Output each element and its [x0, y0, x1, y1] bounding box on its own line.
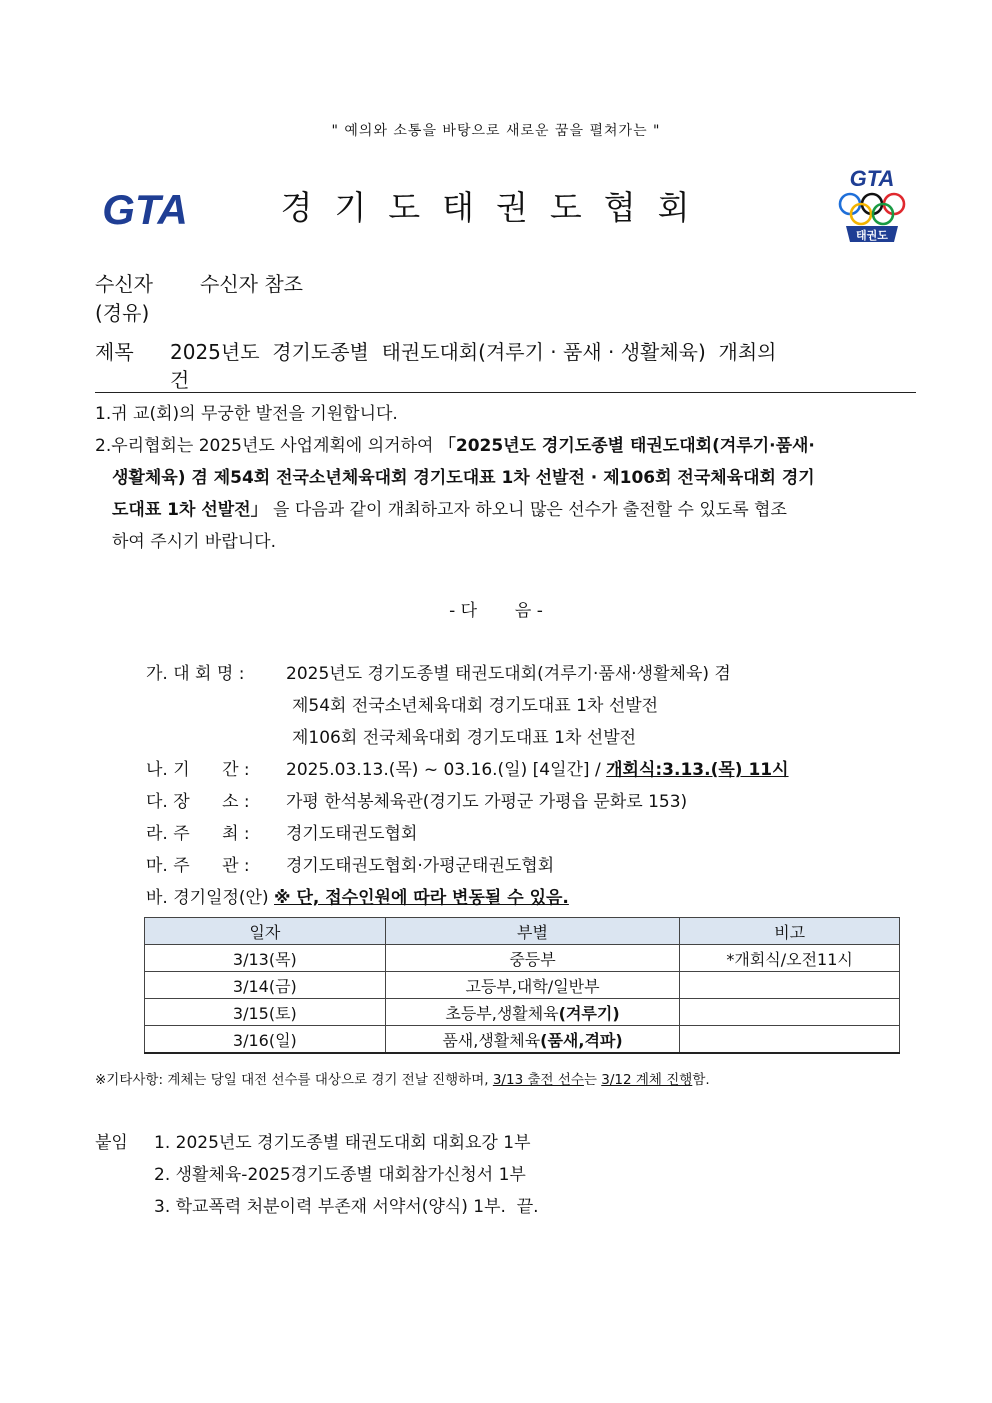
detail-organizer-label: 마. 주 관 : [146, 856, 250, 876]
gta-logo-right [832, 160, 912, 246]
subject-label: 제목 [95, 340, 134, 364]
detail-host-value: 경기도태권도협회 [286, 824, 418, 844]
detail-organizer-value: 경기도태권도협회·가평군태권도협회 [286, 856, 555, 876]
table-header-note: 비고 [680, 918, 900, 945]
paragraph-2-bold-2: 생활체육) 겸 제54회 전국소년체육대회 경기도대표 1차 선발전 · 제106회 전국체육대회 경기 [112, 468, 815, 488]
row-division: 품새,생활체육(품새,격파) [385, 1026, 680, 1054]
table-header-division: 부별 [385, 918, 680, 945]
table-row [145, 1026, 900, 1054]
detail-venue-label: 다. 장 소 : [146, 792, 250, 812]
detail-period [146, 755, 789, 780]
detail-name-line-1: 2025년도 경기도종별 태권도대회(겨루기·품새·생활체육) 겸 [286, 664, 731, 684]
paragraph-2-line-4: 하여 주시기 바랍니다. [112, 532, 277, 552]
paragraph-2-line-2 [112, 462, 815, 494]
detail-venue [146, 787, 687, 812]
section-heading: - 다 음 - [449, 601, 543, 621]
schedule-table [144, 917, 900, 1054]
table-header-row [145, 918, 900, 945]
paragraph-2-line-1 [95, 430, 815, 462]
recipient-label: 수신자 [95, 272, 153, 296]
row-date: 3/13(목) [145, 945, 386, 972]
logo-right-text: GTA [849, 166, 895, 191]
via-label: (경유) [95, 301, 150, 325]
attachment-item-2: 2. 생활체육-2025경기도종별 대회참가신청서 1부 [154, 1165, 526, 1185]
additional-note: ※기타사항: 계체는 당일 대전 선수를 대상으로 경기 전날 진행하며, 3/13 출전 선수는 3/12 계체 진행함. [95, 1072, 710, 1088]
org-title: 경기도태권도협회 [280, 188, 712, 227]
detail-schedule-label: 바. 경기일정(안) [146, 888, 275, 908]
row-note: *개회식/오전11시 [680, 945, 900, 972]
recipient-value: 수신자 참조 [200, 272, 303, 296]
detail-schedule-notice: ※ 단, 접수인원에 따라 변동될 수 있음. [274, 888, 569, 908]
table-row [145, 972, 900, 999]
row-division: 초등부,생활체육(겨루기) [385, 999, 680, 1026]
table-header-date: 일자 [145, 918, 386, 945]
subject-line-2: 건 [170, 368, 190, 392]
paragraph-2-bold-3: 도대표 1차 선발전」 [112, 500, 268, 520]
subject-divider [95, 392, 916, 393]
detail-host-label: 라. 주 최 : [146, 824, 250, 844]
slogan: " 예의와 소통을 바탕으로 새로운 꿈을 펼쳐가는 " [331, 123, 661, 139]
paragraph-2-line-3 [112, 494, 787, 526]
paragraph-1: 1.귀 교(회)의 무궁한 발전을 기원합니다. [95, 404, 398, 424]
attachment-item-1: 1. 2025년도 경기도종별 태권도대회 대회요강 1부 [154, 1133, 531, 1153]
table-row [145, 999, 900, 1026]
detail-organizer [146, 851, 554, 876]
logo-right-badge: 태권도 [856, 229, 888, 242]
detail-name-line-2: 제54회 전국소년체육대회 경기도대표 1차 선발전 [292, 696, 659, 716]
detail-schedule [146, 883, 569, 908]
row-date: 3/15(토) [145, 999, 386, 1026]
detail-host [146, 819, 417, 844]
detail-period-value: 2025.03.13.(목) ~ 03.16.(일) [4일간] / [286, 760, 607, 780]
paragraph-2-rest: 을 다음과 같이 개최하고자 하오니 많은 선수가 출전할 수 있도록 협조 [273, 500, 787, 520]
detail-venue-value: 가평 한석봉체육관(경기도 가평군 가평읍 문화로 153) [286, 792, 688, 812]
detail-name-line-3: 제106회 전국체육대회 경기도대표 1차 선발전 [292, 728, 637, 748]
subject-line-1: 2025년도 경기도종별 태권도대회(겨루기 · 품새 · 생활체육) 개최의 [170, 340, 777, 364]
row-division: 중등부 [385, 945, 680, 972]
paragraph-2-prefix: 2.우리협회는 2025년도 사업계획에 의거하여 [95, 436, 439, 456]
detail-period-label: 나. 기 간 : [146, 760, 250, 780]
paragraph-2-bold-1: 「2025년도 경기도종별 태권도대회(겨루기·품새· [438, 436, 815, 456]
row-note [680, 972, 900, 999]
logo-left-text: GTA [102, 186, 188, 233]
row-date: 3/14(금) [145, 972, 386, 999]
table-row [145, 945, 900, 972]
row-note [680, 999, 900, 1026]
row-date: 3/16(일) [145, 1026, 386, 1054]
row-division: 고등부,대학/일반부 [385, 972, 680, 999]
attachments-label: 붙임 [95, 1133, 128, 1153]
detail-name-label: 가. 대 회 명 : [146, 664, 245, 684]
detail-name [146, 659, 731, 684]
row-note [680, 1026, 900, 1054]
attachment-item-3: 3. 학교폭력 처분이력 부존재 서약서(양식) 1부. 끝. [154, 1197, 539, 1217]
detail-opening: 개회식:3.13.(목) 11시 [606, 760, 789, 780]
olympic-rings-icon [840, 194, 904, 224]
